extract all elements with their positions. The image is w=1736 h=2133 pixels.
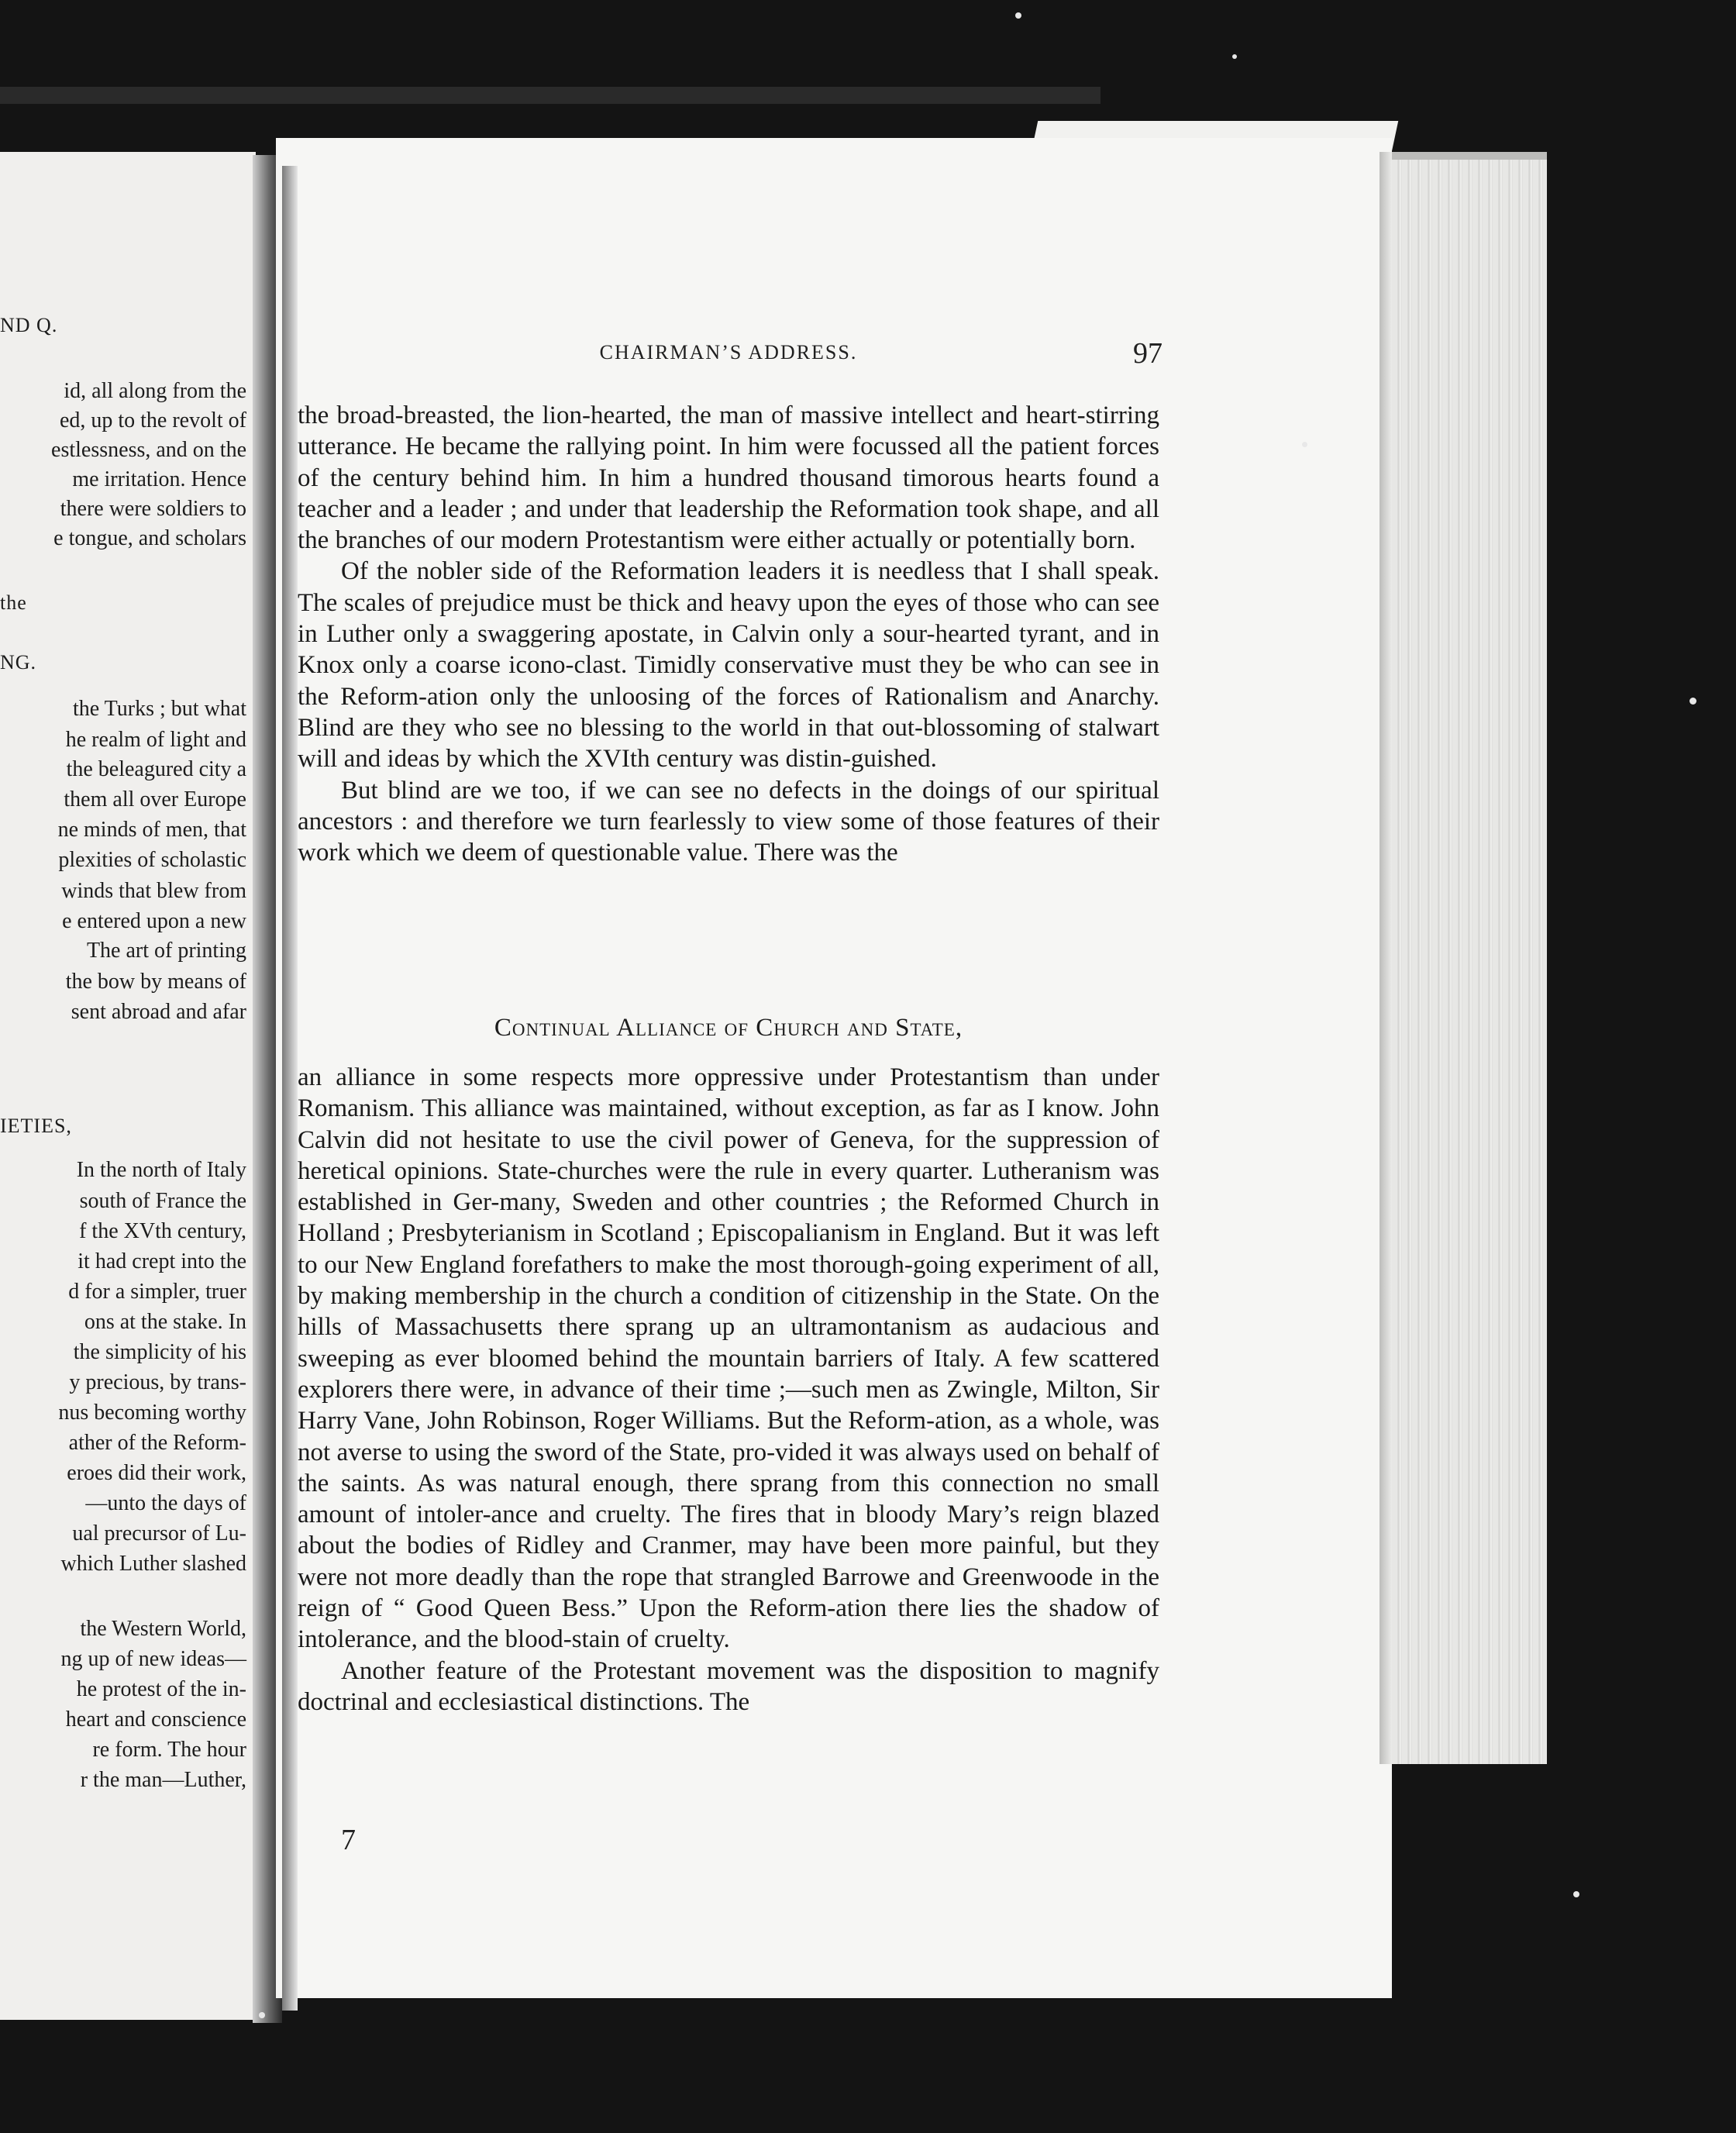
paragraph: But blind are we too, if we can see no defects in the doings of our spiritual ancestors : and therefore we turn fearlessly to view some of those features of their work which we deem of questionable value. There was the [298, 776, 1159, 867]
left-page-line-fragment: In the north of Italy [76, 1158, 246, 1182]
paragraph: Of the nobler side of the Reformation leaders it is needless that I shall speak. The scales of prejudice must be thick and heavy upon the eyes of those who can see in Luther only a swaggering apostate, in Calvin only a sour-hearted tyrant, and in Knox only a coarse icono-clast. Timidly conservative must they be who can see in the Reform-ation only the unloosing of the forces of Rationalism and Anarchy. Blind are they who see no blessing to the world in that out-blossoming of stalwart will and ideas by which the XVIth century was distin-guished. [298, 557, 1159, 774]
dust-speck [1015, 12, 1021, 19]
left-page-line-fragment: ed, up to the revolt of [59, 408, 246, 432]
left-page-line-fragment: south of France the [79, 1189, 246, 1213]
left-page-line-fragment: the simplicity of his [73, 1340, 246, 1364]
text-block-1 [298, 400, 1159, 868]
left-page-heading-fragment: NG. [0, 651, 37, 674]
left-page-line-fragment: ather of the Reform- [68, 1431, 246, 1455]
left-page-line-fragment: the bow by means of [65, 970, 246, 994]
left-page-line-fragment: ne minds of men, that [57, 818, 246, 842]
left-page-line-fragment: id, all along from the [64, 379, 246, 403]
left-page-line-fragment: plexities of scholastic [58, 848, 246, 872]
left-page-line-fragment: it had crept into the [78, 1249, 246, 1273]
left-page-line-fragment: which Luther slashed [60, 1552, 246, 1576]
left-page-line-fragment: ons at the stake. In [84, 1310, 246, 1334]
dust-speck [1690, 698, 1696, 705]
left-page-heading-fragment: the [0, 591, 27, 614]
left-page-line-fragment: r the man—Luther, [80, 1768, 246, 1792]
left-page-line-fragment: ng up of new ideas— [60, 1647, 246, 1671]
left-page-line-fragment: the beleagured city a [66, 757, 246, 781]
dust-speck [1573, 1891, 1579, 1897]
section-heading: Continual Alliance of Church and State, [494, 1014, 963, 1042]
left-page-line-fragment: them all over Europe [64, 787, 246, 812]
page-stack-top [1392, 152, 1547, 160]
left-page-heading-fragment: ND Q. [0, 314, 58, 336]
left-page-line-fragment: nus becoming worthy [58, 1401, 246, 1425]
page-number: 97 [1133, 337, 1162, 370]
paragraph: an alliance in some respects more oppressive under Protestantism than under Romanism. This alliance was maintained, without exception, as far as I know. John Calvin did not hesitate to use the civil power of Geneva, for the suppression of heretical opinions. State-churches were the rule in every quarter. Lutheranism was established in Ger-many, Sweden and other countries ; the Reformed Church in Holland ; Presbyterianism in Scotland ; Episcopalianism in England. But it was left to our New England forefathers to make the most thorough-going experiment of all, by making membership in the church a condition of citizenship in the State. On the hills of Massachusetts there sprang up an ultramontanism as audacious and sweeping as ever bloomed behind the mountain barriers of Italy. A few scattered explorers there were, in advance of their time ;—such men as Zwingle, Milton, Sir Harry Vane, John Robinson, Roger Williams. But the Reform-ation, as a whole, was not averse to using the sword of the State, pro-vided it was always used on behalf of the saints. As was natural enough, there sprang from this connection no small amount of intoler-ance and cruelty. The fires that in bloody Mary’s reign blazed about the bodies of Ridley and Cranmer, may have been more painful, but they were not more deadly than the rope that strangled Barrowe and Greenwoode in the reign of “ Good Queen Bess.” Upon the Reform-ation there lies the shadow of intolerance, and the blood-stain of cruelty. [298, 1063, 1159, 1654]
dust-speck [1232, 54, 1237, 59]
left-page-line-fragment: estlessness, and on the [51, 438, 246, 462]
left-page-line-fragment: re form. The hour [92, 1738, 246, 1762]
background-band [0, 87, 1100, 104]
gutter-shadow [282, 166, 298, 2011]
left-page-line-fragment: he protest of the in- [76, 1677, 246, 1701]
left-page-line-fragment: f the XVth century, [79, 1219, 246, 1243]
left-page-line-fragment: me irritation. Hence [72, 467, 246, 491]
left-page-line-fragment: —unto the days of [85, 1491, 246, 1515]
left-page-line-fragment: e entered upon a new [62, 909, 246, 933]
left-page-line-fragment: e tongue, and scholars [53, 526, 246, 550]
left-page-line-fragment: ual precursor of Lu- [72, 1521, 246, 1545]
left-page-line-fragment: d for a simpler, truer [68, 1280, 246, 1304]
left-page-line-fragment: The art of printing [86, 939, 246, 963]
signature-mark: 7 [341, 1824, 356, 1856]
dust-speck [1302, 442, 1307, 447]
left-page-line-fragment: heart and conscience [65, 1707, 246, 1732]
paragraph: Another feature of the Protestant movement was the disposition to magnify doctrinal and ecclesiastical distinctions. The [298, 1656, 1159, 1716]
left-page-line-fragment: he realm of light and [65, 728, 246, 752]
left-page-line-fragment: eroes did their work, [67, 1461, 246, 1485]
left-page-line-fragment: the Western World, [80, 1617, 246, 1641]
text-block-2 [298, 1062, 1159, 1718]
left-page [0, 152, 256, 2020]
left-page-line-fragment: there were soldiers to [60, 497, 246, 521]
page-stack-edge [1392, 152, 1547, 1764]
running-head: CHAIRMAN’S ADDRESS. [599, 341, 858, 364]
dust-speck [259, 2012, 265, 2018]
paragraph: the broad-breasted, the lion-hearted, the man of massive intellect and heart-stirring utterance. He became the rallying point. In him were focussed all the patient forces of the century behind him. In him a hundred thousand timorous hearts found a teacher and a leader ; and under that leadership the Reformation took shape, and all the branches of our modern Protestantism were either actually or potentially born. [298, 401, 1159, 555]
left-page-line-fragment: winds that blew from [61, 879, 246, 903]
left-page-line-fragment: y precious, by trans- [69, 1370, 246, 1394]
left-page-line-fragment: sent abroad and afar [71, 1000, 246, 1024]
left-page-line-fragment: the Turks ; but what [72, 697, 246, 721]
left-page-heading-fragment: IETIES, [0, 1115, 72, 1137]
